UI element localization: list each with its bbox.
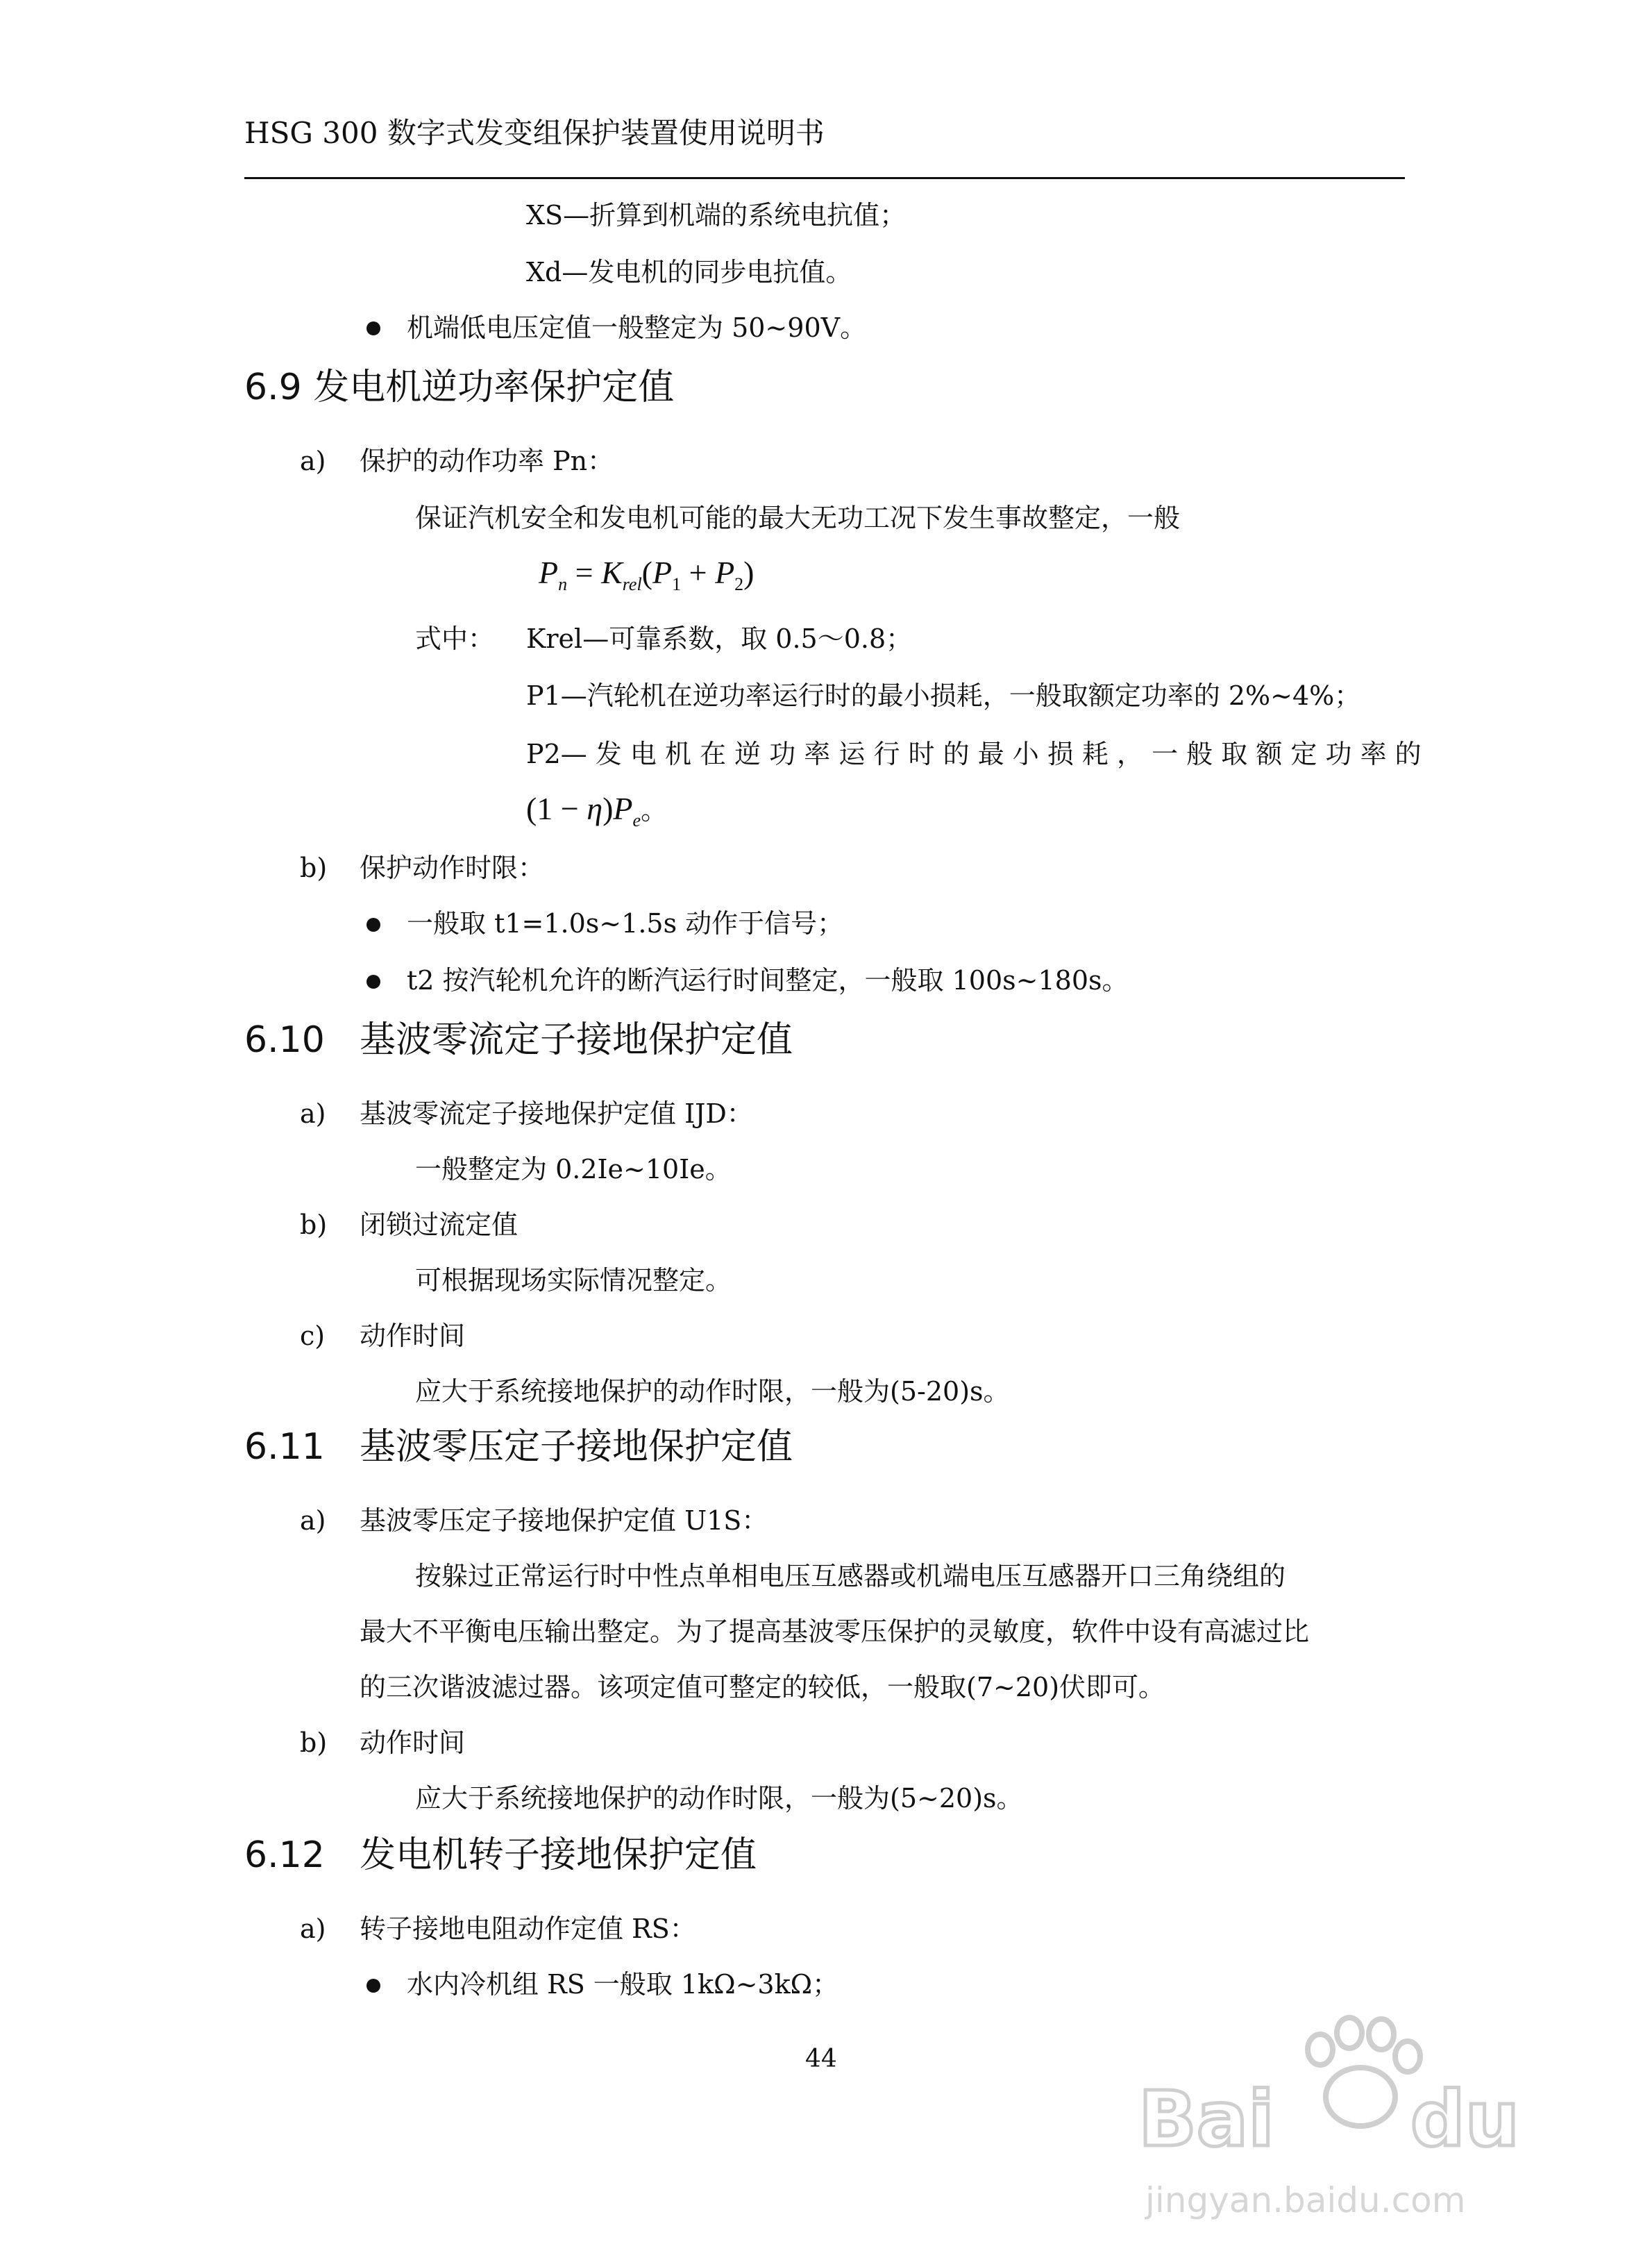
watermark-url: jingyan.baidu.com [1145,2180,1466,2220]
section-number-6-12: 6.12 [244,1834,325,1876]
u1s-setting-label: 基波零压定子接地保护定值 U1S： [360,1505,768,1536]
u1s-paragraph-line: 按躲过正常运行时中性点单相电压互感器或机端电压互感器开口三角绕组的 [415,1561,1286,1591]
ijd-setting-description: 一般整定为 0.2Ie~10Ie。 [415,1154,732,1184]
bullet-icon [366,321,380,335]
reverse-power-description: 保证汽机安全和发电机可能的最大无功工况下发生事故整定，一般 [415,503,1181,533]
krel-definition: Krel—可靠系数，取 0.5～0.8； [526,623,913,654]
u1s-paragraph-line: 最大不平衡电压输出整定。为了提高基波零压保护的灵敏度，软件中设有高滤过比 [360,1616,1310,1647]
p2-formula: $(1 - \eta)P_e$。 [526,791,668,831]
item-label: b) [300,853,328,883]
reverse-power-formula: $P_n = K_{rel}(P_1 + P_2)$ [539,555,755,595]
section-title-6-12: 发电机转子接地保护定值 [360,1834,757,1876]
overcurrent-lock-label: 闭锁过流定值 [360,1209,519,1240]
overcurrent-lock-description: 可根据现场实际情况整定。 [415,1265,732,1296]
ijd-setting-label: 基波零流定子接地保护定值 IJD： [360,1098,753,1129]
low-voltage-note: 机端低电压定值一般整定为 50~90V。 [407,312,867,343]
section-title-6-10: 基波零流定子接地保护定值 [360,1019,793,1061]
xs-definition: XS—折算到机端的系统电抗值； [526,200,907,231]
section-title-6-9: 6.9 发电机逆功率保护定值 [244,367,675,408]
xd-definition: Xd—发电机的同步电抗值。 [526,257,852,287]
item-label: b) [300,1727,328,1758]
bullet-icon [366,975,380,989]
bullet-icon [366,918,380,932]
action-time-description: 应大于系统接地保护的动作时限，一般为(5~20)s。 [415,1783,1023,1814]
action-time-label: 动作时间 [360,1727,466,1758]
reverse-power-setting-label: 保护的动作功率 Pn： [360,446,614,476]
action-time-description: 应大于系统接地保护的动作时限，一般为(5-20)s。 [415,1376,1010,1407]
item-label: a) [300,1505,326,1536]
u1s-paragraph-line: 的三次谐波滤过器。该项定值可整定的较低，一般取(7~20)伏即可。 [360,1672,1165,1702]
p1-definition: P1—汽轮机在逆功率运行时的最小损耗，一般取额定功率的 2%~4%； [526,680,1361,711]
item-label: c) [300,1321,326,1351]
item-label: a) [300,1914,326,1944]
t2-note: t2 按汽轮机允许的断汽运行时间整定，一般取 100s~180s。 [407,965,1129,996]
where-label: 式中： [415,623,495,654]
section-title-6-11: 基波零压定子接地保护定值 [360,1426,793,1468]
header-title: HSG 300 数字式发变组保护装置使用说明书 [244,116,825,150]
p2-definition: P2— 发 电 机 在 逆 功 率 运 行 时 的 最 小 损 耗 ， 一 般 取 额 定 功 率 的 [526,739,1422,769]
item-label: b) [300,1209,328,1240]
action-time-label: 动作时间 [360,1321,466,1351]
action-time-label: 保护动作时限： [360,853,545,883]
header-divider [244,177,1405,179]
svg-text:Bai: Bai [1138,2075,1274,2163]
item-label: a) [300,1098,326,1129]
section-number-6-11: 6.11 [244,1426,325,1468]
svg-text:du: du [1410,2075,1520,2163]
rotor-ground-resistance-label: 转子接地电阻动作定值 RS： [360,1914,696,1944]
page-number: 44 [805,2045,837,2073]
baidu-jingyan-watermark-logo [1138,2007,1583,2166]
section-number-6-10: 6.10 [244,1019,325,1061]
item-label: a) [300,446,326,476]
bullet-icon [366,1979,380,1993]
t1-note: 一般取 t1=1.0s~1.5s 动作于信号； [407,908,844,939]
water-cooled-rs-note: 水内冷机组 RS 一般取 1kΩ~3kΩ； [407,1969,839,2000]
